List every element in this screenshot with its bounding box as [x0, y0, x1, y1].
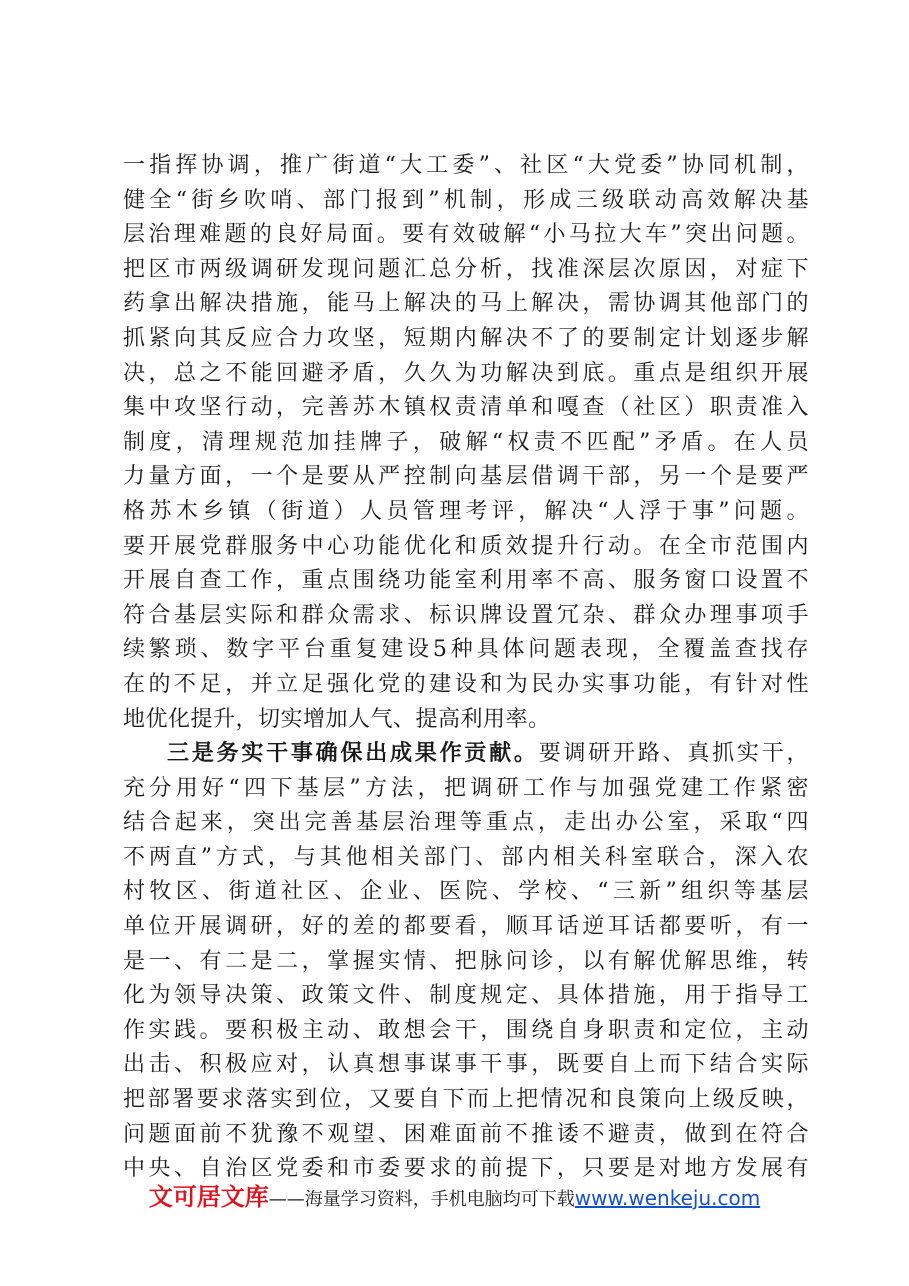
text-line: 村牧区、街道社区、企业、医院、学校、“三新”组织等基层: [123, 879, 809, 905]
text-line: 制度，清理规范加挂牌子，破解“权责不匹配”矛盾。在人员: [123, 429, 809, 455]
text-line: 单位开展调研，好的差的都要看，顺耳话逆耳话都要听，有一: [123, 914, 809, 940]
text-line: 要开展党群服务中心功能优化和质效提升行动。在全市范围内: [123, 533, 809, 559]
text-line: 出击、积极应对，认真想事谋事干事，既要自上而下结合实际: [123, 1052, 809, 1078]
text-line: 决，总之不能回避矛盾，久久为功解决到底。重点是组织开展: [123, 360, 809, 386]
text-line: 健全“街乡吹哨、部门报到”机制，形成三级联动高效解决基: [123, 187, 809, 213]
text-line: 层治理难题的良好局面。要有效破解“小马拉大车”突出问题。: [123, 222, 809, 248]
footer-site-link[interactable]: www.wenkeju.com: [574, 1186, 761, 1210]
text-line: 问题面前不犹豫不观望、困难面前不推诿不避责，做到在符合: [123, 1121, 809, 1147]
text-line: 力量方面，一个是要从严控制向基层借调干部，另一个是要严: [123, 464, 809, 490]
text-line: 在的不足，并立足强化党的建设和为民办实事功能，有针对性: [123, 671, 809, 697]
text-line: 集中攻坚行动，完善苏木镇权责清单和嘎查（社区）职责准入: [123, 395, 809, 421]
document-body: [123, 149, 809, 1187]
text-line: 把区市两级调研发现问题汇总分析，找准深层次原因，对症下: [123, 256, 809, 282]
text-line: 是一、有二是二，掌握实情、把脉问诊，以有解优解思维，转: [123, 948, 809, 974]
paragraph-heading-line: [123, 737, 809, 772]
text-line: 续繁琐、数字平台重复建设5种具体问题表现，全覆盖查找存: [123, 637, 809, 663]
paragraph-heading-rest: 要调研开路、真抓实干，: [538, 741, 809, 767]
text-line: 抓紧向其反应合力攻坚，短期内解决不了的要制定计划逐步解: [123, 325, 809, 351]
text-line: 药拿出解决措施，能马上解决的马上解决，需协调其他部门的: [123, 291, 809, 317]
text-line: 把部署要求落实到位，又要自下而上把情况和良策向上级反映，: [123, 1087, 809, 1113]
text-line: 作实践。要积极主动、敢想会干，围绕自身职责和定位，主动: [123, 1017, 809, 1043]
text-line: 一指挥协调，推广街道“大工委”、社区“大党委”协同机制，: [123, 153, 809, 178]
paragraph-heading: 三是务实干事确保出成果作贡献。: [167, 741, 539, 767]
text-line: 地优化提升，切实增加人气、提高利用率。: [123, 706, 551, 732]
text-line: 格苏木乡镇（街道）人员管理考评，解决“人浮于事”问题。: [123, 498, 809, 524]
text-line: 充分用好“四下基层”方法，把调研工作与加强党建工作紧密: [123, 775, 809, 801]
footer-tagline: ——海量学习资料，手机电脑均可下载: [268, 1189, 575, 1210]
text-line: 中央、自治区党委和市委要求的前提下，只要是对地方发展有: [123, 1156, 809, 1182]
footer-brand: 文可居文库: [148, 1183, 269, 1211]
text-line: 不两直”方式，与其他相关部门、部内相关科室联合，深入农: [123, 844, 809, 870]
footer-banner: [0, 1180, 909, 1217]
text-line: 开展自查工作，重点围绕功能室利用率不高、服务窗口设置不: [123, 568, 809, 594]
text-line: 化为领导决策、政策文件、制度规定、具体措施，用于指导工: [123, 983, 809, 1009]
text-line: 结合起来，突出完善基层治理等重点，走出办公室，采取“四: [123, 810, 809, 836]
text-line: 符合基层实际和群众需求、标识牌设置冗杂、群众办理事项手: [123, 602, 809, 628]
